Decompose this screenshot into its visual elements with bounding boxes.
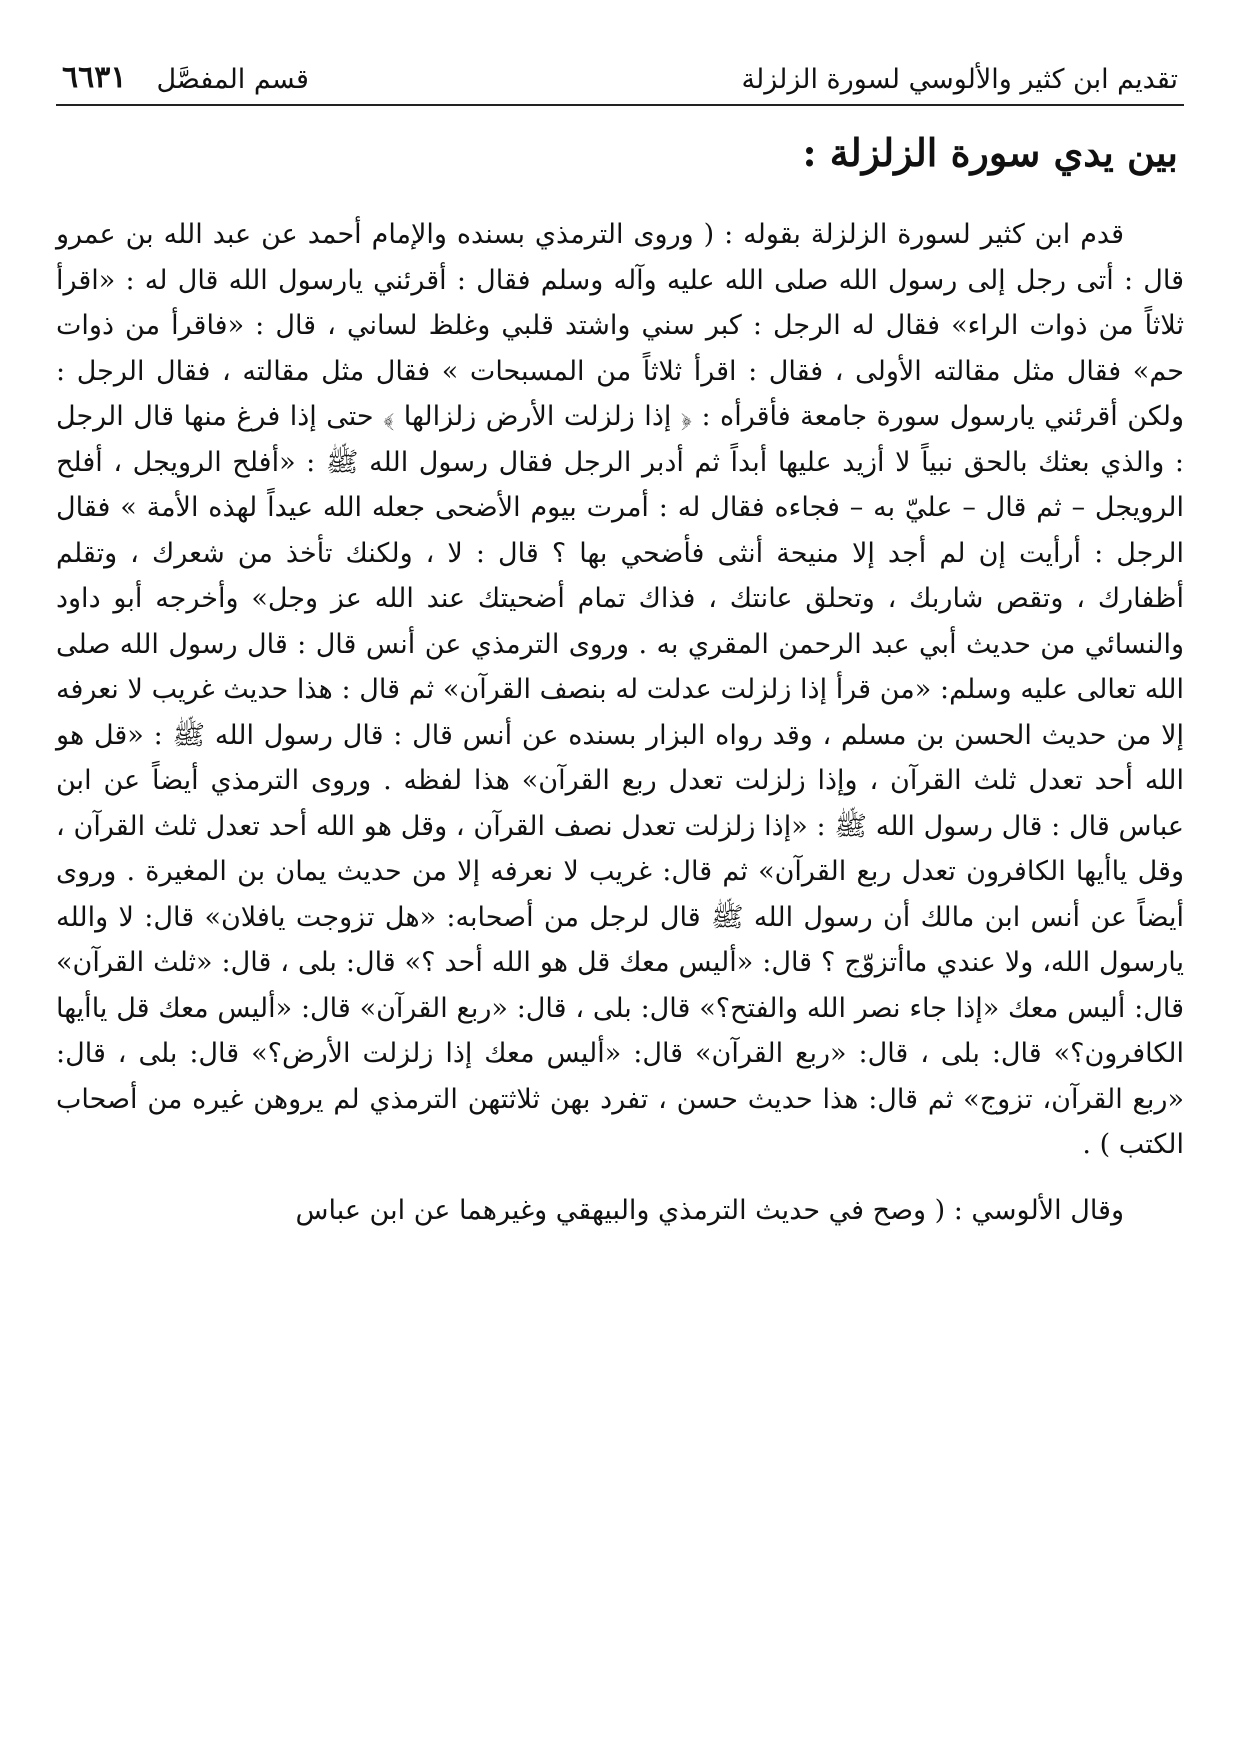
section-label: قسم المفصَّل xyxy=(156,63,309,95)
running-header xyxy=(62,52,1178,96)
header-divider xyxy=(56,104,1184,106)
body-text xyxy=(56,212,1184,1233)
paragraph-alusi: وقال الألوسي : ( وصح في حديث الترمذي والبيهقي وغيرهما عن ابن عباس xyxy=(295,1194,1124,1226)
page-number: ٦٦٣١ xyxy=(62,60,127,95)
section-heading: بين يدي سورة الزلزلة : xyxy=(802,130,1178,175)
header-page-info xyxy=(62,60,309,96)
paragraph-ibn-kathir: قدم ابن كثير لسورة الزلزلة بقوله : ( وروى الترمذي بسنده والإمام أحمد عن عبد الله بن عمرو قال : أتى رجل إلى رسول الله صلى الله عليه وآله وسلم فقال : أقرئني يارسول الله قال له : «اقرأ ثلاثاً من ذوات الراء» فقال له الرجل : كبر سني واشتد قلبي وغلظ لساني ، قال : «فاقرأ من ذوات حم» فقال مثل مقالته الأولى ، فقال : اقرأ ثلاثاً من المسبحات » فقال مثل مقالته ، فقال الرجل : ولكن أقرئني يارسول سورة جامعة فأقرأه : ﴿ إذا زلزلت الأرض زلزالها ﴾ حتى إذا فرغ منها قال الرجل : والذي بعثك بالحق نبياً لا أزيد عليها أبداً ثم أدبر الرجل فقال رسول الله ﷺ : «أفلح الرويجل ، أفلح الرويجل – ثم قال – عليّ به – فجاءه فقال له : أمرت بيوم الأضحى جعله الله عيداً لهذه الأمة » فقال الرجل : أرأيت إن لم أجد إلا منيحة أنثى فأضحي بها ؟ قال : لا ، ولكنك تأخذ من شعرك ، وتقلم أظفارك ، وتقص شاربك ، وتحلق عانتك ، فذاك تمام أضحيتك عند الله عز وجل» وأخرجه أبو داود والنسائي من حديث أبي عبد الرحمن المقري به . وروى الترمذي عن أنس قال : قال رسول الله صلى الله تعالى عليه وسلم: «من قرأ إذا زلزلت عدلت له بنصف القرآن» ثم قال : هذا حديث غريب لا نعرفه إلا من حديث الحسن بن مسلم ، وقد رواه البزار بسنده عن أنس قال : قال رسول الله ﷺ : «قل هو الله أحد تعدل ثلث القرآن ، وإذا زلزلت تعدل ربع القرآن» هذا لفظه . وروى الترمذي أيضاً عن ابن عباس قال : قال رسول الله ﷺ : «إذا زلزلت تعدل نصف القرآن ، وقل هو الله أحد تعدل ثلث القرآن ، وقل ياأيها الكافرون تعدل ربع القرآن» ثم قال: غريب لا نعرفه إلا من حديث يمان بن المغيرة . وروى أيضاً عن أنس ابن مالك أن رسول الله ﷺ قال لرجل من أصحابه: «هل تزوجت يافلان» قال: لا والله يارسول الله، ولا عندي ماأتزوّج ؟ قال: «أليس معك قل هو الله أحد ؟» قال: بلى ، قال: «ثلث القرآن» قال: أليس معك «إذا جاء نصر الله والفتح؟» قال: بلى ، قال: «ربع القرآن» قال: «أليس معك قل ياأيها الكافرون؟» قال: بلى ، قال: «ربع القرآن» قال: «أليس معك إذا زلزلت الأرض؟» قال: بلى ، قال: «ربع القرآن، تزوج» ثم قال: هذا حديث حسن ، تفرد بهن ثلاثتهن الترمذي لم يروهن غيره من أصحاب الكتب ) . xyxy=(56,219,1184,1160)
running-title: تقديم ابن كثير والألوسي لسورة الزلزلة xyxy=(741,63,1178,95)
